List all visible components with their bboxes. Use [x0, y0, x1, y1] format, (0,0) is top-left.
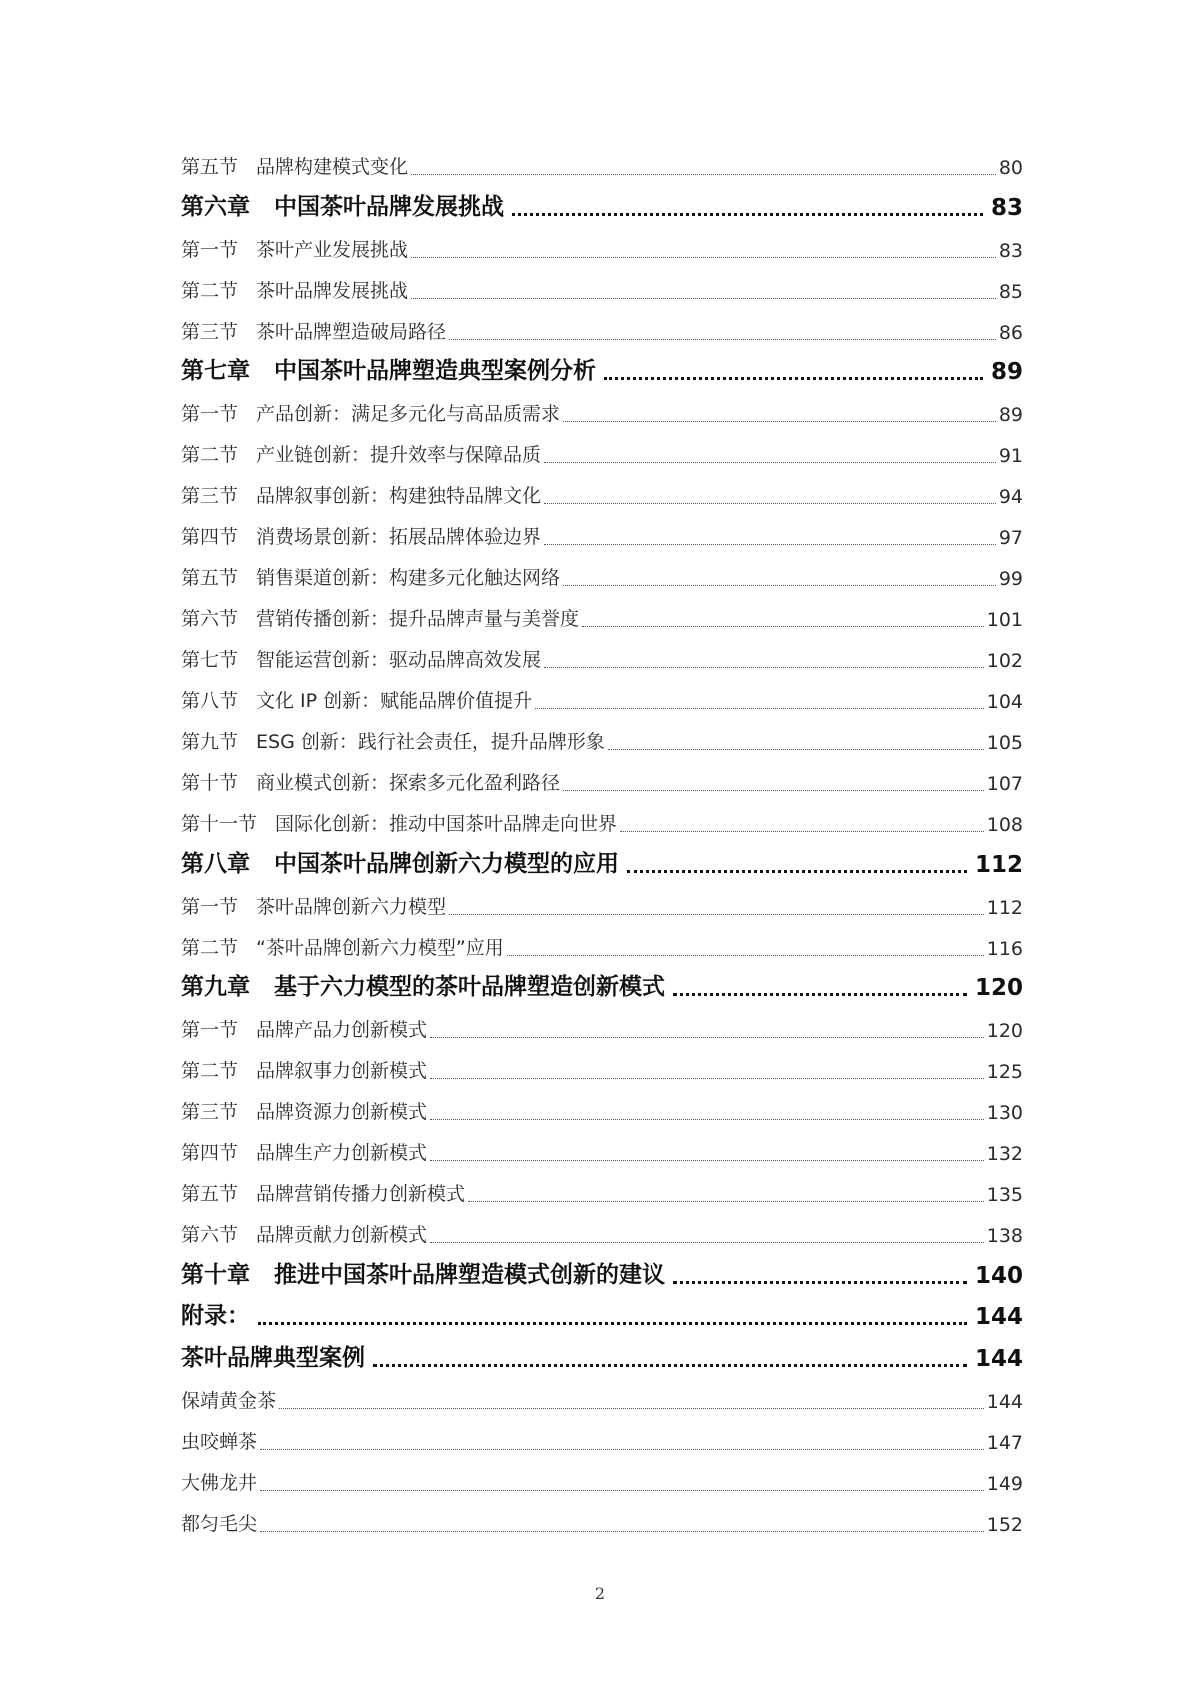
toc-entry-number: 第八章: [181, 850, 250, 877]
toc-entry-page: 107: [986, 773, 1023, 795]
toc-entry-number: 第一节: [181, 238, 239, 261]
toc-entry-title: 都匀毛尖: [181, 1512, 258, 1535]
page-number: 2: [594, 1584, 606, 1603]
dot-leader: [563, 789, 984, 791]
toc-entry-title: 茶叶品牌典型案例: [181, 1344, 365, 1371]
toc-entry-title: 产业链创新：提升效率与保障品质: [256, 444, 542, 466]
dot-leader: [279, 1407, 984, 1409]
dot-leader: [608, 748, 984, 750]
toc-entry-page: 108: [986, 814, 1023, 836]
dot-leader: [468, 1200, 984, 1202]
dot-leader: [512, 212, 983, 216]
toc-entry-number: 第一节: [181, 1019, 239, 1041]
dot-leader: [449, 913, 984, 915]
toc-entry-page: 94: [998, 486, 1023, 508]
toc-entry-number: 第一节: [181, 895, 239, 918]
toc-entry-title: 中国茶叶品牌创新六力模型的应用: [274, 850, 619, 877]
toc-entry-page: 89: [998, 404, 1023, 426]
toc-entry-title: 基于六力模型的茶叶品牌塑造创新模式: [274, 974, 665, 1000]
toc-entry-number: 第二节: [181, 936, 239, 959]
toc-entry-label: [181, 892, 446, 927]
toc-entry-label: [181, 1509, 257, 1544]
toc-section-entry[interactable]: [181, 393, 1023, 434]
toc-entry-label: [181, 727, 605, 762]
dot-leader: [260, 1448, 984, 1450]
toc-entry-label: [181, 1179, 465, 1214]
toc-entry-label: [181, 933, 504, 968]
toc-entry-label: [181, 152, 408, 187]
toc-entry-page: 112: [974, 851, 1023, 878]
toc-section-entry[interactable]: [181, 270, 1023, 311]
toc-chapter-entry[interactable]: [181, 844, 1023, 886]
toc-entry-title: “茶叶品牌创新六力模型”应用: [256, 936, 504, 959]
dot-leader: [411, 173, 996, 175]
toc-section-entry[interactable]: [181, 598, 1023, 639]
toc-entry-page: 144: [974, 1304, 1023, 1330]
toc-entry-number: 第六节: [181, 1224, 239, 1246]
toc-entry-title: 营销传播创新：提升品牌声量与美誉度: [256, 608, 580, 630]
toc-entry-page: 104: [986, 691, 1023, 713]
dot-leader: [260, 1530, 984, 1532]
toc-entry-number: 第二节: [181, 444, 239, 466]
toc-section-entry[interactable]: [181, 1380, 1023, 1421]
toc-section-entry[interactable]: [181, 803, 1023, 844]
toc-section-entry[interactable]: [181, 1421, 1023, 1462]
toc-entry-number: 第六节: [181, 608, 239, 630]
toc-entry-title: 国际化创新：推动中国茶叶品牌走向世界: [275, 813, 618, 835]
toc-entry-label: [181, 399, 560, 434]
dot-leader: [604, 376, 983, 380]
toc-entry-page: 149: [986, 1472, 1023, 1495]
toc-entry-number: 第二节: [181, 279, 239, 302]
toc-entry-label: [181, 563, 560, 598]
toc-entry-page: 135: [986, 1184, 1023, 1206]
toc-entry-number: 第三节: [181, 485, 239, 507]
toc-entry-label: [181, 522, 541, 557]
dot-leader: [582, 625, 984, 627]
toc-section-entry[interactable]: [181, 886, 1023, 927]
toc-entry-number: 第三节: [181, 1101, 239, 1123]
dot-leader: [563, 584, 996, 586]
toc-entry-label: [181, 1386, 276, 1421]
toc-section-entry[interactable]: [181, 1050, 1023, 1091]
dot-leader: [673, 1280, 967, 1284]
toc-entry-label: [181, 968, 665, 1009]
toc-entry-number: 第十一节: [181, 813, 258, 835]
dot-leader: [507, 954, 984, 956]
toc-entry-label: [181, 1297, 250, 1338]
dot-leader: [430, 1036, 984, 1038]
dot-leader: [544, 666, 984, 668]
toc-entry-label: [181, 317, 446, 352]
toc-entry-title: 品牌营销传播力创新模式: [256, 1183, 466, 1205]
toc-entry-number: 第十节: [181, 772, 239, 794]
dot-leader: [430, 1118, 984, 1120]
toc-entry-label: [181, 188, 504, 229]
toc-entry-label: [181, 1339, 365, 1380]
toc-entry-title: 产品创新：满足多元化与高品质需求: [256, 403, 561, 425]
toc-entry-title: 智能运营创新：驱动品牌高效发展: [256, 649, 542, 671]
toc-entry-page: 91: [998, 445, 1023, 467]
toc-entry-page: 132: [986, 1143, 1023, 1165]
toc-entry-label: [181, 809, 617, 844]
toc-entry-number: 第四节: [181, 526, 239, 548]
dot-leader: [258, 1321, 967, 1325]
toc-entry-label: [181, 1056, 427, 1091]
toc-section-entry[interactable]: [181, 639, 1023, 680]
toc-entry-title: 品牌叙事创新：构建独特品牌文化: [256, 485, 542, 507]
toc-entry-number: 第五节: [181, 156, 239, 178]
toc-entry-page: 144: [986, 1390, 1023, 1413]
dot-leader: [430, 1159, 984, 1161]
toc-entry-page: 99: [998, 568, 1023, 590]
toc-entry-label: [181, 604, 579, 639]
toc-entry-number: 第二节: [181, 1060, 239, 1082]
toc-section-entry[interactable]: [181, 557, 1023, 598]
toc-section-entry[interactable]: [181, 146, 1023, 187]
dot-leader: [544, 461, 996, 463]
toc-entry-number: 第五节: [181, 567, 239, 589]
toc-entry-number: 第五节: [181, 1183, 239, 1205]
toc-section-entry[interactable]: [181, 311, 1023, 352]
toc-entry-page: 80: [998, 157, 1023, 179]
toc-entry-number: 第一节: [181, 403, 239, 425]
toc-entry-page: 125: [986, 1061, 1023, 1083]
toc-entry-number: 第七节: [181, 649, 239, 671]
dot-leader: [430, 1077, 984, 1079]
toc-entry-page: 102: [986, 650, 1023, 672]
toc-section-entry[interactable]: [181, 1503, 1023, 1544]
toc-entry-title: ESG 创新：践行社会责任，提升品牌形象: [256, 731, 605, 753]
toc-entry-title: 附录：: [181, 1303, 250, 1329]
toc-entry-title: 品牌构建模式变化: [256, 156, 409, 178]
toc-section-entry[interactable]: [181, 1462, 1023, 1503]
toc-section-entry[interactable]: [181, 516, 1023, 557]
toc-section-entry[interactable]: [181, 1091, 1023, 1132]
toc-entry-title: 品牌产品力创新模式: [256, 1019, 428, 1041]
toc-entry-label: [181, 276, 408, 311]
dot-leader: [411, 297, 996, 299]
toc-section-entry[interactable]: [181, 475, 1023, 516]
toc-entry-label: [181, 768, 560, 803]
toc-section-entry[interactable]: [181, 1173, 1023, 1214]
toc-entry-title: 销售渠道创新：构建多元化触达网络: [256, 567, 561, 589]
dot-leader: [373, 1363, 967, 1367]
toc-entry-page: 130: [986, 1102, 1023, 1124]
toc-entry-page: 83: [998, 239, 1023, 262]
toc-entry-title: 品牌生产力创新模式: [256, 1142, 428, 1164]
toc-entry-label: [181, 1468, 257, 1503]
toc-entry-title: 品牌资源力创新模式: [256, 1101, 428, 1123]
toc-section-entry[interactable]: [181, 434, 1023, 475]
toc-entry-title: 大佛龙井: [181, 1471, 258, 1494]
toc-entry-number: 第六章: [181, 193, 250, 220]
toc-entry-label: [181, 235, 408, 270]
toc-entry-title: 推进中国茶叶品牌塑造模式创新的建议: [274, 1261, 665, 1288]
dot-leader: [544, 543, 996, 545]
toc-entry-title: 茶叶品牌塑造破局路径: [256, 320, 447, 343]
toc-chapter-entry[interactable]: [181, 1255, 1023, 1297]
toc-entry-label: [181, 845, 619, 886]
toc-entry-label: [181, 352, 596, 393]
toc-entry-title: 茶叶品牌创新六力模型: [256, 895, 447, 918]
toc-entry-number: 第九章: [181, 974, 250, 1000]
dot-leader: [411, 256, 996, 258]
toc-entry-title: 品牌叙事力创新模式: [256, 1060, 428, 1082]
toc-entry-page: 112: [986, 896, 1023, 919]
toc-entry-label: [181, 1015, 427, 1050]
dot-leader: [673, 992, 967, 996]
toc-entry-label: [181, 1256, 665, 1297]
toc-chapter-entry[interactable]: [181, 968, 1023, 1010]
toc-entry-label: [181, 1097, 427, 1132]
toc-chapter-entry[interactable]: [181, 1338, 1023, 1380]
toc-section-entry[interactable]: [181, 927, 1023, 968]
toc-section-entry[interactable]: [181, 1009, 1023, 1050]
toc-entry-number: 第十章: [181, 1261, 250, 1288]
toc-entry-title: 文化 IP 创新：赋能品牌价值提升: [256, 690, 533, 712]
table-of-contents: [181, 146, 1023, 1544]
dot-leader: [627, 869, 967, 873]
dot-leader: [430, 1241, 984, 1243]
toc-section-entry[interactable]: [181, 1214, 1023, 1255]
toc-entry-page: 120: [986, 1020, 1023, 1042]
dot-leader: [620, 830, 984, 832]
toc-entry-number: 第四节: [181, 1142, 239, 1164]
toc-entry-title: 虫咬蝉茶: [181, 1430, 258, 1453]
toc-entry-page: 152: [986, 1513, 1023, 1536]
toc-entry-title: 保靖黄金茶: [181, 1389, 277, 1412]
toc-section-entry[interactable]: [181, 229, 1023, 270]
toc-entry-page: 140: [974, 1262, 1023, 1289]
dot-leader: [535, 707, 984, 709]
dot-leader: [544, 502, 996, 504]
toc-entry-page: 83: [990, 194, 1023, 221]
toc-entry-page: 85: [998, 280, 1023, 303]
toc-entry-title: 商业模式创新：探索多元化盈利路径: [256, 772, 561, 794]
toc-entry-label: [181, 481, 541, 516]
dot-leader: [449, 338, 996, 340]
toc-entry-title: 茶叶产业发展挑战: [256, 238, 409, 261]
toc-section-entry[interactable]: [181, 680, 1023, 721]
toc-entry-page: 144: [974, 1345, 1023, 1372]
toc-entry-title: 茶叶品牌发展挑战: [256, 279, 409, 302]
dot-leader: [260, 1489, 984, 1491]
toc-section-entry[interactable]: [181, 721, 1023, 762]
toc-entry-title: 消费场景创新：拓展品牌体验边界: [256, 526, 542, 548]
toc-entry-label: [181, 645, 541, 680]
toc-entry-page: 138: [986, 1225, 1023, 1247]
toc-entry-page: 97: [998, 527, 1023, 549]
toc-entry-page: 147: [986, 1431, 1023, 1454]
toc-entry-label: [181, 1427, 257, 1462]
toc-entry-title: 中国茶叶品牌发展挑战: [274, 193, 504, 220]
toc-entry-page: 101: [986, 609, 1023, 631]
toc-entry-number: 第三节: [181, 320, 239, 343]
dot-leader: [563, 420, 996, 422]
toc-entry-number: 第七章: [181, 358, 250, 384]
toc-entry-label: [181, 1220, 427, 1255]
toc-entry-number: 第九节: [181, 731, 239, 753]
toc-chapter-entry[interactable]: [181, 352, 1023, 394]
toc-entry-label: [181, 686, 532, 721]
toc-entry-title: 中国茶叶品牌塑造典型案例分析: [274, 358, 596, 384]
toc-section-entry[interactable]: [181, 1132, 1023, 1173]
toc-entry-page: 116: [986, 937, 1023, 960]
toc-entry-label: [181, 1138, 427, 1173]
toc-chapter-entry[interactable]: [181, 1297, 1023, 1339]
toc-entry-page: 120: [974, 975, 1023, 1001]
toc-chapter-entry[interactable]: [181, 187, 1023, 229]
toc-entry-label: [181, 440, 541, 475]
toc-entry-page: 89: [990, 359, 1023, 385]
toc-entry-number: 第八节: [181, 690, 239, 712]
toc-section-entry[interactable]: [181, 762, 1023, 803]
toc-entry-page: 86: [998, 321, 1023, 344]
toc-entry-title: 品牌贡献力创新模式: [256, 1224, 428, 1246]
toc-entry-page: 105: [986, 732, 1023, 754]
